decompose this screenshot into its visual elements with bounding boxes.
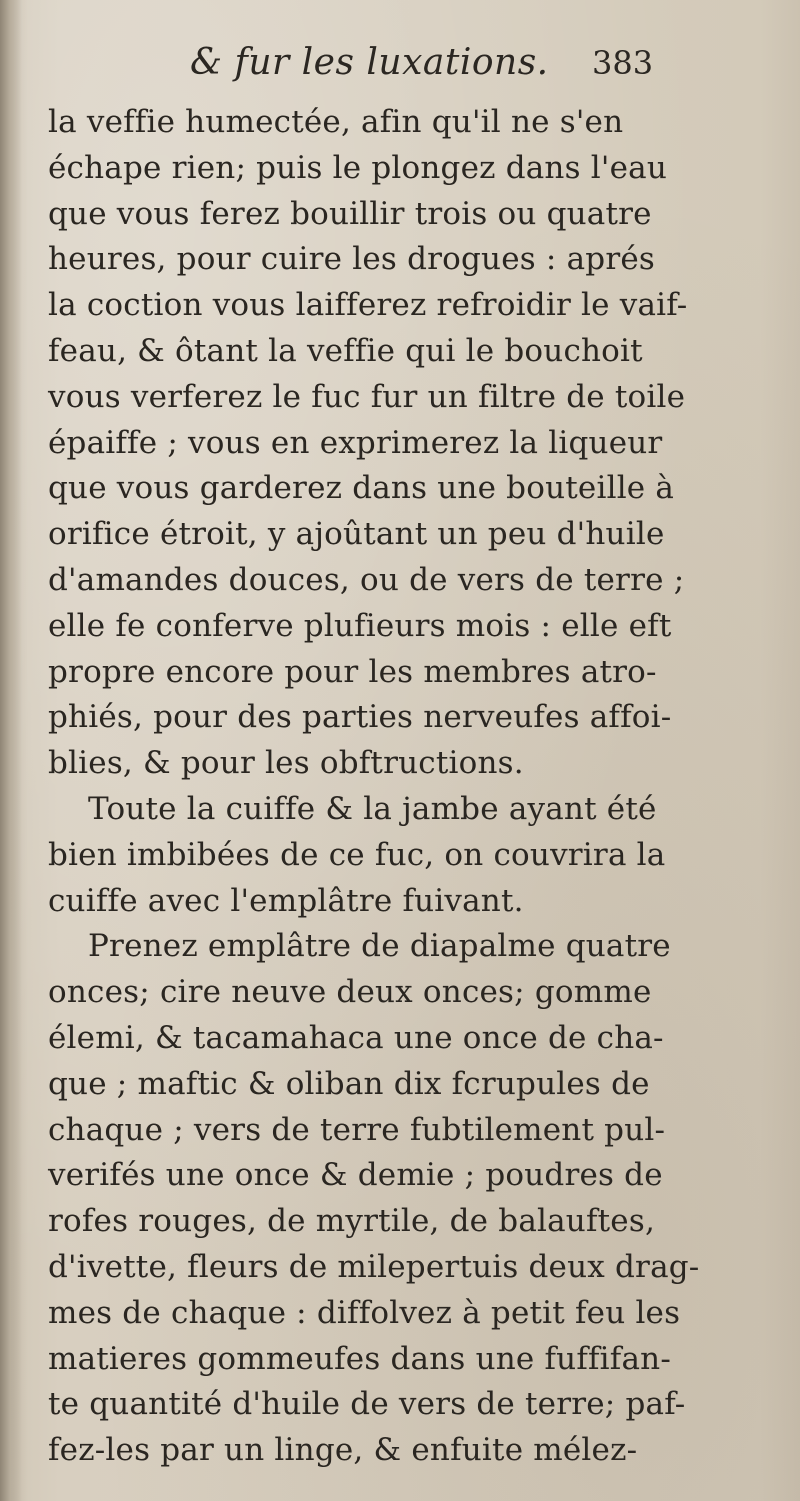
text-line: elle fe conferve plufieurs mois : elle eft [48,607,672,644]
running-title: & fur les luxations. [190,42,549,83]
text-line: élemi, & tacamahaca une once de cha- [48,1019,664,1056]
paragraph-start-line: Toute la cuiffe & la jambe ayant été [88,790,657,827]
text-line: phiés, pour des parties nerveufes affoi- [48,699,672,736]
text-line: heures, pour cuire les drogues : aprés [48,241,656,278]
paragraph-start-line: Prenez emplâtre de diapalme quatre [88,928,671,965]
text-line: d'ivette, fleurs de milepertuis deux drag- [48,1248,700,1285]
text-line: d'amandes douces, ou de vers de terre ; [48,561,685,598]
text-line: blies, & pour les obftructions. [48,745,524,782]
page-gutter-edge [0,0,22,1501]
text-line: onces; cire neuve deux onces; gomme [48,974,652,1011]
text-line: que vous garderez dans une bouteille à [48,470,675,507]
text-line: rofes rouges, de myrtile, de balauftes, [48,1203,656,1240]
text-line: feau, & ôtant la veffie qui le bouchoit [48,332,643,369]
text-line: la veffie humectée, afin qu'il ne s'en [48,104,624,140]
text-line: que ; maftic & oliban dix fcrupules de [48,1065,650,1102]
text-line: te quantité d'huile de vers de terre; paf- [48,1386,686,1423]
text-line: orifice étroit, y ajoûtant un peu d'huile [48,516,665,553]
text-line: matieres gommeufes dans une fuffifan- [48,1340,671,1377]
page-header [0,42,800,94]
text-line: chaque ; vers de terre fubtilement pul- [48,1111,666,1148]
text-line: propre encore pour les membres atro- [48,653,657,690]
text-line: verifés une once & demie ; poudres de [48,1157,663,1194]
page-number: 383 [592,44,654,82]
text-line: la coction vous laifferez refroidir le vaif- [48,287,688,324]
body-text [48,100,768,1474]
text-line: fez-les par un linge, & enfuite mélez- [48,1432,638,1469]
text-line: mes de chaque : diffolvez à petit feu les [48,1294,681,1331]
text-line: vous verferez le fuc fur un filtre de toile [48,378,686,415]
text-line: cuiffe avec l'emplâtre fuivant. [48,882,524,919]
text-line: épaiffe ; vous en exprimerez la liqueur [48,424,663,461]
text-line: que vous ferez bouillir trois ou quatre [48,195,652,232]
text-line: échape rien; puis le plongez dans l'eau [48,149,667,186]
text-line: bien imbibées de ce fuc, on couvrira la [48,836,666,873]
